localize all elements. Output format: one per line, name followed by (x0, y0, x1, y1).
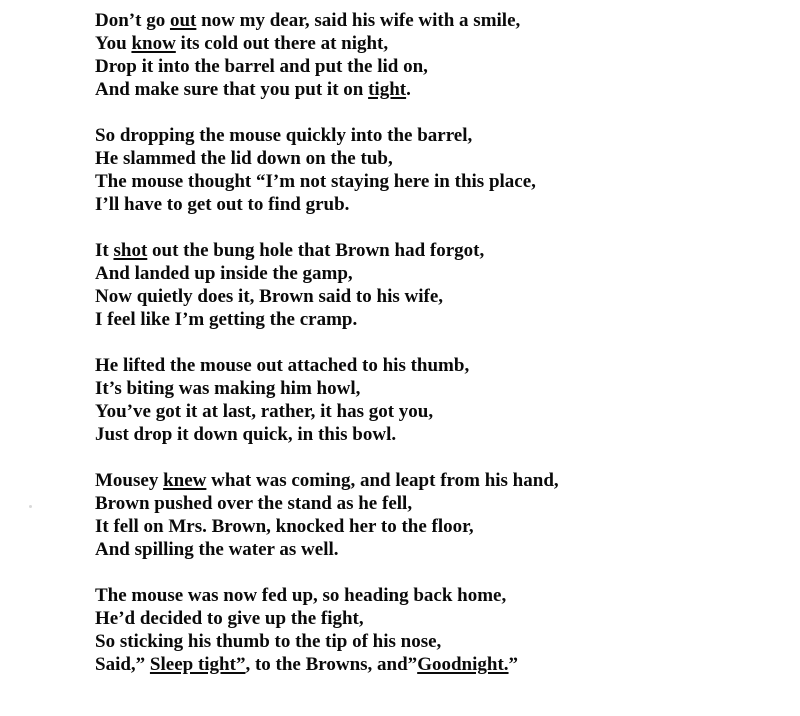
underlined-word: out (169, 10, 197, 31)
poem-line (95, 285, 559, 308)
poem-line (95, 262, 559, 285)
poem-line (95, 354, 559, 377)
poem-line (95, 423, 559, 446)
text-segment: Drop it into the barrel and put the lid on, (95, 56, 428, 77)
text-segment: And landed up inside the gamp, (95, 263, 353, 284)
poem-line (95, 170, 559, 193)
stanza (95, 9, 559, 101)
stanza (95, 584, 559, 676)
text-segment: He’d decided to give up the fight, (95, 608, 364, 629)
poem-line (95, 32, 559, 55)
text-segment: out the bung hole that Brown had forgot, (147, 240, 485, 261)
underlined-word: tight (368, 79, 407, 100)
text-segment: Just drop it down quick, in this bowl. (95, 424, 397, 445)
text-segment: He slammed the lid down on the tub, (95, 148, 393, 169)
text-segment: I feel like I’m getting the cramp. (95, 309, 358, 330)
text-segment: Brown pushed over the stand as he fell, (95, 493, 413, 514)
text-segment: Now quietly does it, Brown said to his wife, (95, 286, 444, 307)
text-segment: It fell on Mrs. Brown, knocked her to the floor, (95, 516, 474, 537)
text-segment: And make sure that you put it on (95, 79, 369, 100)
poem-line (95, 193, 559, 216)
poem-line (95, 124, 559, 147)
text-segment: Don’t go (95, 10, 170, 31)
poem-line (95, 55, 559, 78)
stanza (95, 354, 559, 446)
stanza (95, 469, 559, 561)
text-segment: The mouse thought “I’m not staying here in this place, (95, 171, 536, 192)
stanza (95, 124, 559, 216)
text-segment: its cold out there at night, (175, 33, 389, 54)
text-segment: now my dear, said his wife with a smile, (196, 10, 521, 31)
poem-line (95, 607, 559, 630)
text-segment: So dropping the mouse quickly into the barrel, (95, 125, 473, 146)
poem-line (95, 515, 559, 538)
poem-line (95, 377, 559, 400)
text-segment: And spilling the water as well. (95, 539, 339, 560)
text-segment: ” (508, 654, 519, 675)
text-segment: You (95, 33, 132, 54)
text-segment: You’ve got it at last, rather, it has got you, (95, 401, 434, 422)
text-segment: Mousey (95, 470, 164, 491)
poem (95, 9, 559, 676)
poem-line (95, 584, 559, 607)
stanza (95, 239, 559, 331)
text-segment: So sticking his thumb to the tip of his nose, (95, 631, 442, 652)
poem-line (95, 308, 559, 331)
text-segment: It (95, 240, 114, 261)
poem-line (95, 147, 559, 170)
poem-line (95, 400, 559, 423)
scan-artifact-dot (29, 505, 32, 508)
text-segment: . (406, 79, 411, 100)
poem-line (95, 630, 559, 653)
text-segment: He lifted the mouse out attached to his thumb, (95, 355, 470, 376)
underlined-word: shot (113, 240, 148, 261)
text-segment: , to the Browns, and” (245, 654, 418, 675)
poem-line (95, 469, 559, 492)
poem-line (95, 78, 559, 101)
underlined-word: Sleep tight” (149, 654, 246, 675)
text-segment: The mouse was now fed up, so heading back home, (95, 585, 507, 606)
poem-line (95, 239, 559, 262)
poem-line (95, 9, 559, 32)
text-segment: I’ll have to get out to find grub. (95, 194, 350, 215)
text-segment: what was coming, and leapt from his hand, (206, 470, 559, 491)
underlined-word: knew (163, 470, 207, 491)
text-segment: Said,” (95, 654, 150, 675)
underlined-word: Goodnight. (417, 654, 509, 675)
poem-line (95, 653, 559, 676)
poem-line (95, 538, 559, 561)
poem-line (95, 492, 559, 515)
underlined-word: know (131, 33, 176, 54)
text-segment: It’s biting was making him howl, (95, 378, 361, 399)
